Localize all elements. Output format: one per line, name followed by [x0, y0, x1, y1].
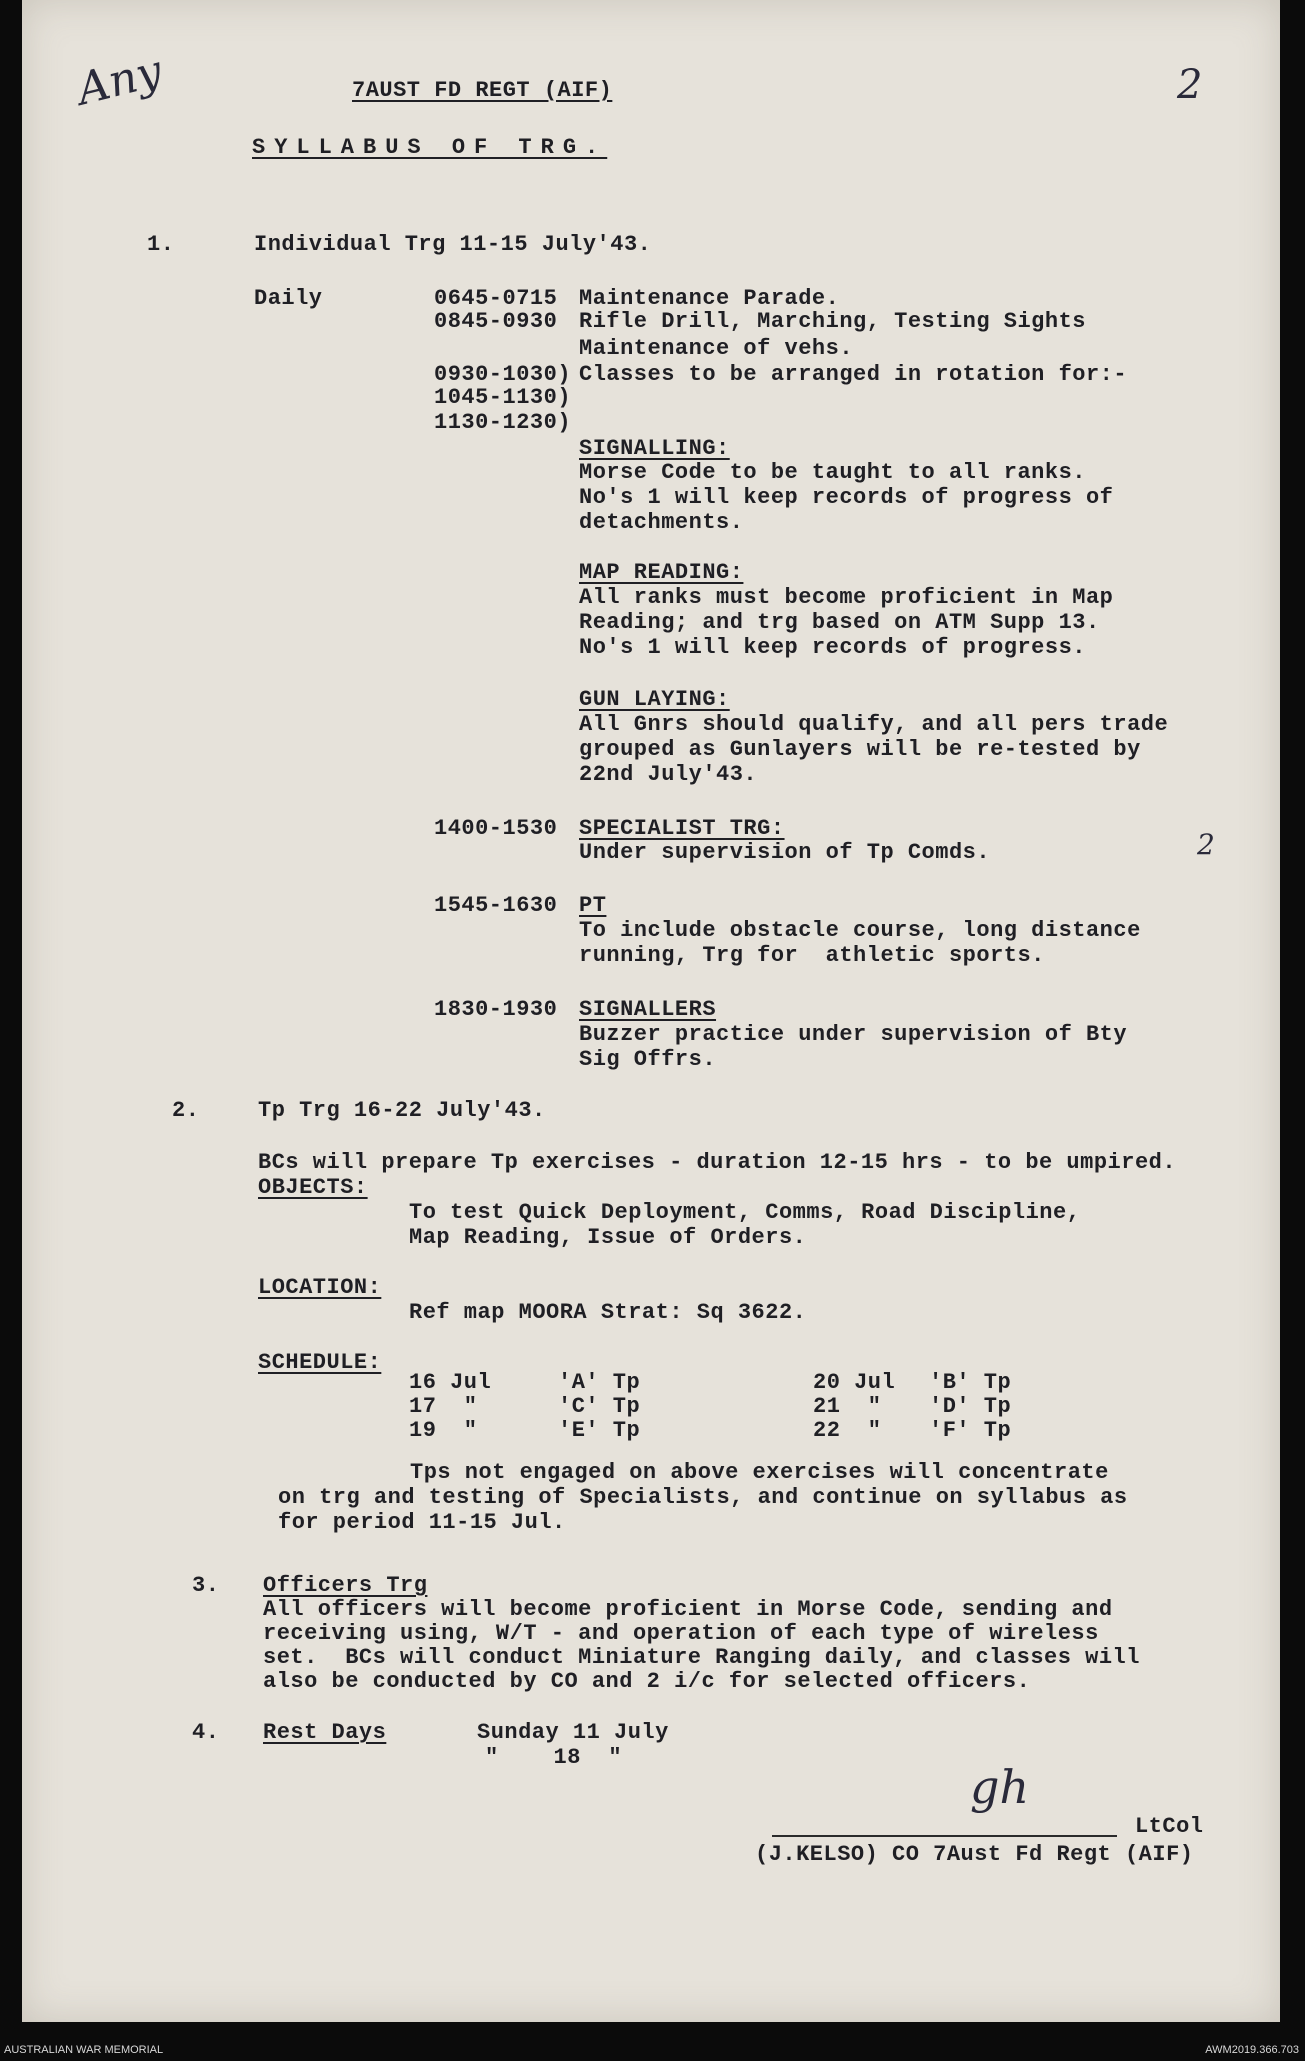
objects-line: To test Quick Deployment, Comms, Road Discipline,: [409, 1200, 1081, 1225]
time-slot: 1400-1530: [434, 816, 558, 841]
activity-item: Classes to be arranged in rotation for:-: [579, 362, 1128, 387]
time-slot: 1130-1230): [434, 410, 572, 435]
section-4-number: 4.: [192, 1720, 220, 1745]
schedule-label: SCHEDULE:: [258, 1350, 382, 1375]
signallers-line: Sig Offrs.: [579, 1047, 717, 1072]
map-reading-line: All ranks must become proficient in Map: [579, 585, 1114, 610]
handwritten-annotation: Any: [72, 45, 167, 116]
signalling-line: No's 1 will keep records of progress of: [579, 485, 1114, 510]
section-2-intro: BCs will prepare Tp exercises - duration 12-15 hrs - to be umpired.: [258, 1150, 1177, 1175]
signature-name: (J.KELSO) CO 7Aust Fd Regt (AIF): [755, 1842, 1194, 1867]
section-1-heading: Individual Trg 11-15 July'43.: [254, 232, 652, 257]
signallers-line: Buzzer practice under supervision of Bty: [579, 1022, 1128, 1047]
section-3-heading: Officers Trg: [263, 1573, 428, 1598]
closing-line: Tps not engaged on above exercises will concentrate: [410, 1460, 1109, 1485]
document-title: SYLLABUS OF TRG.: [252, 135, 608, 160]
section-3-number: 3.: [192, 1573, 220, 1598]
section-2-number: 2.: [172, 1098, 200, 1123]
specialist-title: SPECIALIST TRG:: [579, 816, 785, 841]
schedule-date: 16 Jul: [409, 1370, 492, 1395]
unit-title: 7AUST FD REGT (AIF): [352, 78, 613, 103]
archive-name: AUSTRALIAN WAR MEMORIAL: [4, 2044, 164, 2056]
gun-laying-line: grouped as Gunlayers will be re-tested by: [579, 737, 1141, 762]
pt-line: To include obstacle course, long distance: [579, 918, 1141, 943]
activity-item: Maintenance of vehs.: [579, 336, 854, 361]
margin-mark: 2: [1197, 828, 1215, 861]
schedule-date: 19 ": [409, 1418, 478, 1443]
closing-line: for period 11-15 Jul.: [278, 1510, 566, 1535]
schedule-troop: 'E' Tp: [558, 1418, 641, 1443]
schedule-date: 17 ": [409, 1394, 478, 1419]
activity-item: Maintenance Parade.: [579, 286, 840, 311]
map-reading-title: MAP READING:: [579, 560, 744, 585]
location-label: LOCATION:: [258, 1275, 382, 1300]
daily-label: Daily: [254, 286, 323, 311]
time-slot: 0845-0930: [434, 309, 558, 334]
specialist-line: Under supervision of Tp Comds.: [579, 840, 991, 865]
signature-rank: LtCol: [1135, 1814, 1204, 1839]
signalling-title: SIGNALLING:: [579, 436, 730, 461]
schedule-troop: 'F' Tp: [929, 1418, 1012, 1443]
time-slot: 1830-1930: [434, 997, 558, 1022]
section-2-heading: Tp Trg 16-22 July'43.: [258, 1098, 546, 1123]
time-slot: 1045-1130): [434, 385, 572, 410]
objects-label: OBJECTS:: [258, 1175, 368, 1200]
schedule-troop: 'D' Tp: [929, 1394, 1012, 1419]
section-1-number: 1.: [147, 232, 175, 257]
officers-line: All officers will become proficient in Morse Code, sending and: [263, 1597, 1113, 1622]
handwritten-page-number: 2: [1177, 62, 1203, 108]
schedule-troop: 'A' Tp: [558, 1370, 641, 1395]
archive-footer: [0, 2040, 1305, 2061]
officers-line: receiving using, W/T - and operation of each type of wireless: [263, 1621, 1099, 1646]
document-page: [22, 0, 1280, 2022]
map-reading-line: Reading; and trg based on ATM Supp 13.: [579, 610, 1100, 635]
pt-title: PT: [579, 893, 607, 918]
signallers-title: SIGNALLERS: [579, 997, 717, 1022]
objects-line: Map Reading, Issue of Orders.: [409, 1225, 807, 1250]
schedule-date: 22 ": [813, 1418, 882, 1443]
schedule-date: 20 Jul: [813, 1370, 896, 1395]
pt-line: running, Trg for athletic sports.: [579, 943, 1045, 968]
location-text: Ref map MOORA Strat: Sq 3622.: [409, 1300, 807, 1325]
time-slot: 0645-0715: [434, 286, 558, 311]
signalling-line: detachments.: [579, 510, 744, 535]
closing-line: on trg and testing of Specialists, and continue on syllabus as: [278, 1485, 1128, 1510]
signalling-line: Morse Code to be taught to all ranks.: [579, 460, 1086, 485]
gun-laying-line: 22nd July'43.: [579, 762, 758, 787]
archive-reference: AWM2019.366.703: [1205, 2044, 1299, 2056]
rest-day-line: " 18 ": [485, 1745, 623, 1770]
signature-line: [772, 1835, 1117, 1837]
gun-laying-line: All Gnrs should qualify, and all pers trade: [579, 712, 1169, 737]
activity-item: Rifle Drill, Marching, Testing Sights: [579, 309, 1086, 334]
section-4-heading: Rest Days: [263, 1720, 387, 1745]
officers-line: set. BCs will conduct Miniature Ranging daily, and classes will: [263, 1645, 1140, 1670]
time-slot: 0930-1030): [434, 362, 572, 387]
schedule-troop: 'B' Tp: [929, 1370, 1012, 1395]
map-reading-line: No's 1 will keep records of progress.: [579, 635, 1086, 660]
schedule-troop: 'C' Tp: [558, 1394, 641, 1419]
time-slot: 1545-1630: [434, 893, 558, 918]
gun-laying-title: GUN LAYING:: [579, 687, 730, 712]
signature-initials: gh: [970, 1760, 1030, 1814]
schedule-date: 21 ": [813, 1394, 882, 1419]
rest-day-line: Sunday 11 July: [477, 1720, 669, 1745]
officers-line: also be conducted by CO and 2 i/c for selected officers.: [263, 1669, 1031, 1694]
